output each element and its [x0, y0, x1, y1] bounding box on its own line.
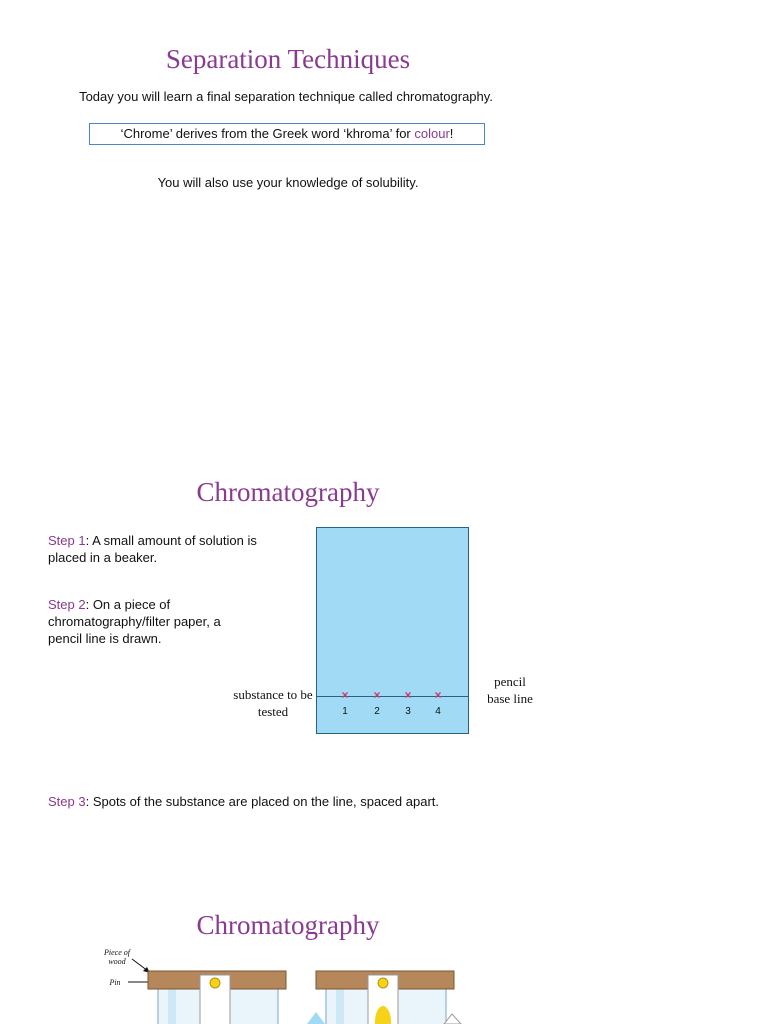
spot-mark-4: ×	[434, 688, 442, 702]
apparatus-diagram	[0, 940, 768, 1024]
spot-mark-3: ×	[404, 688, 412, 702]
pin-label: Pin	[109, 978, 121, 987]
slide3-title: Chromatography	[196, 910, 380, 940]
step2-body: : On a piece of chromatography/filter paper, a pencil line is drawn.	[48, 597, 221, 646]
step1-text	[48, 532, 273, 566]
spot-mark-1: ×	[341, 688, 349, 702]
wood-label: Piece of wood	[104, 948, 130, 966]
pin-icon-right	[378, 978, 388, 988]
step3-label: Step 3	[48, 794, 86, 809]
pin-icon-left	[210, 978, 220, 988]
step1-label: Step 1	[48, 533, 86, 548]
spot-number-2: 2	[374, 706, 380, 717]
baseline-label: pencil base line	[487, 674, 533, 706]
intro-text: Today you will learn a final separation technique called chromatography.	[79, 89, 493, 104]
step3-text	[48, 793, 528, 810]
callout-prefix: ‘Chrome’ derives from the Greek word ‘khroma’ for	[120, 126, 415, 141]
spot-number-1: 1	[342, 706, 348, 717]
callout-suffix: !	[449, 126, 454, 141]
callout-highlight: colour	[414, 126, 450, 141]
substance-label: substance to be tested	[233, 687, 313, 719]
step3-body: : Spots of the substance are placed on the line, spaced apart.	[85, 794, 439, 809]
step2-label: Step 2	[48, 597, 86, 612]
step1-body: : A small amount of solution is placed in a beaker.	[48, 533, 257, 565]
chromatography-paper	[316, 527, 469, 734]
etymology-callout	[89, 123, 485, 145]
solubility-text: You will also use your knowledge of solubility.	[157, 175, 419, 190]
spot-number-3: 3	[405, 706, 411, 717]
step2-text	[48, 596, 248, 647]
spot-mark-2: ×	[373, 688, 381, 702]
slide2-title: Chromatography	[196, 477, 380, 507]
marker-blue	[307, 1012, 325, 1024]
spot-number-4: 4	[435, 706, 441, 717]
slide1-title: Separation Techniques	[165, 44, 411, 74]
